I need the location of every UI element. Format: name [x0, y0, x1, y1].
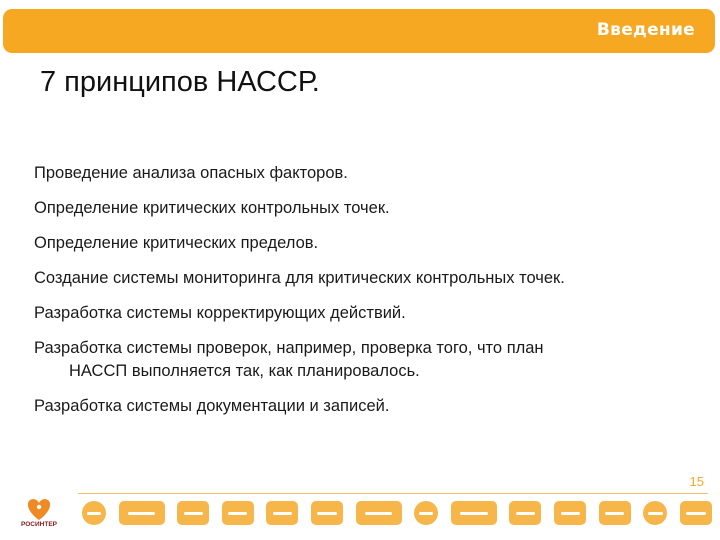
- partner-logo-icon: [356, 501, 402, 525]
- page-title: 7 принципов НАССР.: [40, 66, 320, 98]
- partner-logo-icon: [119, 501, 165, 525]
- heart-logo-icon: [14, 494, 64, 522]
- company-logo-text: РОСИНТЕР: [20, 521, 57, 528]
- partner-logo-icon: [680, 501, 712, 525]
- principles-list: [34, 162, 694, 430]
- footer-divider: [78, 493, 708, 494]
- partner-logo-icon: [599, 501, 631, 525]
- principle-item: [34, 337, 694, 383]
- partner-logo-icon: [509, 501, 541, 525]
- principle-text-continuation: НАССП выполняется так, как планировалось.: [69, 362, 420, 380]
- principle-item: Проведение анализа опасных факторов.: [34, 164, 348, 182]
- company-logo: [14, 494, 64, 534]
- partner-logos: [82, 498, 712, 528]
- principle-item: Разработка системы корректирующих действий.: [34, 304, 406, 322]
- partner-logo-icon: [643, 501, 667, 525]
- header-bar: [3, 9, 715, 53]
- partner-logo-icon: [311, 501, 343, 525]
- principle-item: Разработка системы документации и записей.: [34, 397, 390, 415]
- partner-logo-icon: [266, 501, 298, 525]
- principle-text: Разработка системы проверок, например, проверка того, что план: [34, 339, 544, 357]
- partner-logo-icon: [177, 501, 209, 525]
- principle-item: Создание системы мониторинга для критических контрольных точек.: [34, 269, 565, 287]
- page-number: 15: [689, 474, 704, 489]
- section-label: Введение: [596, 20, 695, 40]
- principle-item: Определение критических пределов.: [34, 234, 319, 252]
- partner-logo-icon: [554, 501, 586, 525]
- principle-item: Определение критических контрольных точек.: [34, 199, 390, 217]
- partner-logo-icon: [451, 501, 497, 525]
- partner-logo-icon: [414, 501, 438, 525]
- partner-logo-icon: [82, 501, 106, 525]
- partner-logo-icon: [222, 501, 254, 525]
